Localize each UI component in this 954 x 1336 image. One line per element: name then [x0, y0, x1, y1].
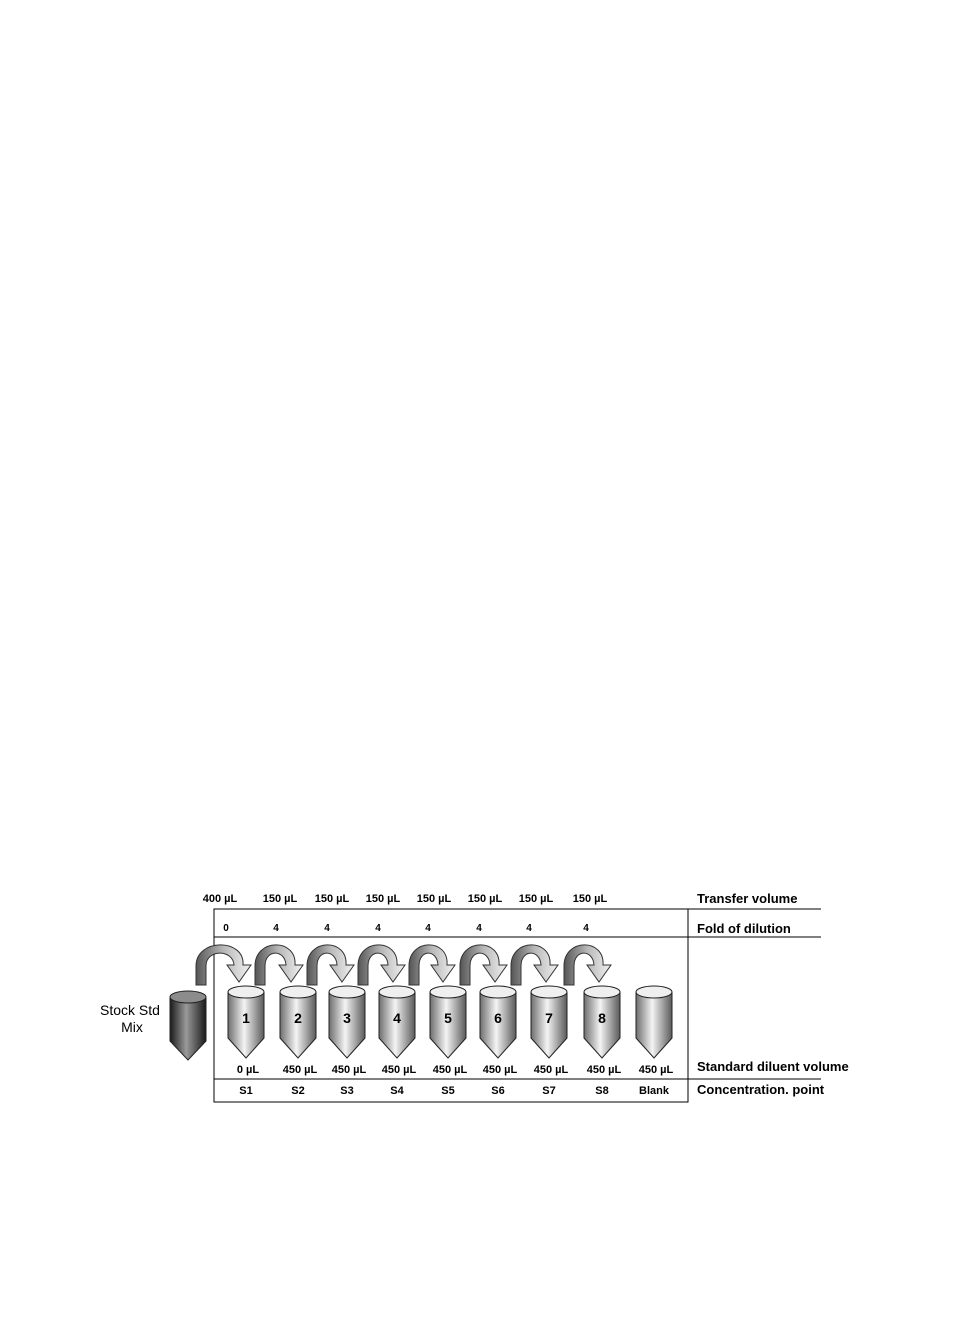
- tube-number: 6: [494, 1010, 502, 1026]
- tube-cap: [480, 986, 516, 998]
- tube-cap: [584, 986, 620, 998]
- fold-value: 4: [526, 923, 532, 934]
- transfer-volume: 400 µL: [202, 893, 238, 905]
- tube-cap: [430, 986, 466, 998]
- stock-label-line-2: Mix: [121, 1019, 143, 1035]
- tube-number: 7: [545, 1010, 553, 1026]
- transfer-volume-label: Transfer volume: [697, 891, 798, 906]
- transfer-arrow: [307, 945, 354, 985]
- diluent-volume: 450 µL: [586, 1064, 622, 1076]
- tube-5: [430, 986, 466, 1058]
- concentration-point: S5: [441, 1085, 455, 1097]
- concentration-point: S4: [390, 1085, 404, 1097]
- transfer-volume: 150 µL: [365, 893, 401, 905]
- tube-body: [636, 992, 672, 1058]
- tube-cap: [379, 986, 415, 998]
- diluent-volume: 450 µL: [638, 1064, 674, 1076]
- fold-value: 4: [425, 923, 431, 934]
- tube-number: 5: [444, 1010, 452, 1026]
- concentration-point: S7: [542, 1085, 556, 1097]
- tube-number: 2: [294, 1010, 302, 1026]
- concentration-point: S3: [340, 1085, 354, 1097]
- tube-9: [636, 986, 672, 1058]
- diluent-volume: 0 µL: [236, 1064, 260, 1076]
- transfer-arrow: [358, 945, 405, 985]
- fold-value: 4: [476, 923, 482, 934]
- tube-3: [329, 986, 365, 1058]
- tube-cap: [280, 986, 316, 998]
- concentration-point: S2: [291, 1085, 305, 1097]
- fold-value: 0: [223, 923, 229, 934]
- diluent-volume: 450 µL: [533, 1064, 569, 1076]
- transfer-volume: 150 µL: [416, 893, 452, 905]
- tube-7: [531, 986, 567, 1058]
- tube-1: [228, 986, 264, 1058]
- stock-label-line-1: Stock Std: [100, 1002, 160, 1018]
- diluent-volume: 450 µL: [282, 1064, 318, 1076]
- transfer-arrow: [196, 945, 251, 985]
- transfer-arrow: [460, 945, 507, 985]
- concentration-point: S8: [595, 1085, 609, 1097]
- diluent-volume: 450 µL: [482, 1064, 518, 1076]
- transfer-volume: 150 µL: [518, 893, 554, 905]
- tube-6: [480, 986, 516, 1058]
- tube-cap: [636, 986, 672, 998]
- tube-4: [379, 986, 415, 1058]
- standard-diluent-volume-label: Standard diluent volume: [697, 1059, 849, 1074]
- fold-value: 4: [324, 923, 330, 934]
- concentration-point: Blank: [639, 1085, 669, 1097]
- transfer-arrow: [511, 945, 558, 985]
- tube-cap: [228, 986, 264, 998]
- transfer-arrow: [255, 945, 303, 985]
- transfer-volume: 150 µL: [262, 893, 298, 905]
- tube-number: 8: [598, 1010, 606, 1026]
- tube-2: [280, 986, 316, 1058]
- transfer-volume: 150 µL: [467, 893, 503, 905]
- tube-8: [584, 986, 620, 1058]
- transfer-volume: 150 µL: [314, 893, 350, 905]
- concentration-point: S6: [491, 1085, 505, 1097]
- transfer-arrow: [409, 945, 455, 985]
- concentration-point: S1: [239, 1085, 253, 1097]
- tube-number: 4: [393, 1010, 401, 1026]
- diluent-volume: 450 µL: [331, 1064, 367, 1076]
- diluent-volume: 450 µL: [432, 1064, 468, 1076]
- fold-value: 4: [273, 923, 279, 934]
- fold-of-dilution-label: Fold of dilution: [697, 921, 791, 936]
- tube-cap: [531, 986, 567, 998]
- tube-number: 3: [343, 1010, 351, 1026]
- transfer-volume: 150 µL: [572, 893, 608, 905]
- concentration-point-label: Concentration. point: [697, 1082, 825, 1097]
- diluent-volume: 450 µL: [381, 1064, 417, 1076]
- stock-tube: [170, 991, 206, 1060]
- fold-value: 4: [375, 923, 381, 934]
- tube-number: 1: [242, 1010, 250, 1026]
- transfer-arrow: [564, 945, 611, 985]
- fold-value: 4: [583, 923, 589, 934]
- tube-cap: [329, 986, 365, 998]
